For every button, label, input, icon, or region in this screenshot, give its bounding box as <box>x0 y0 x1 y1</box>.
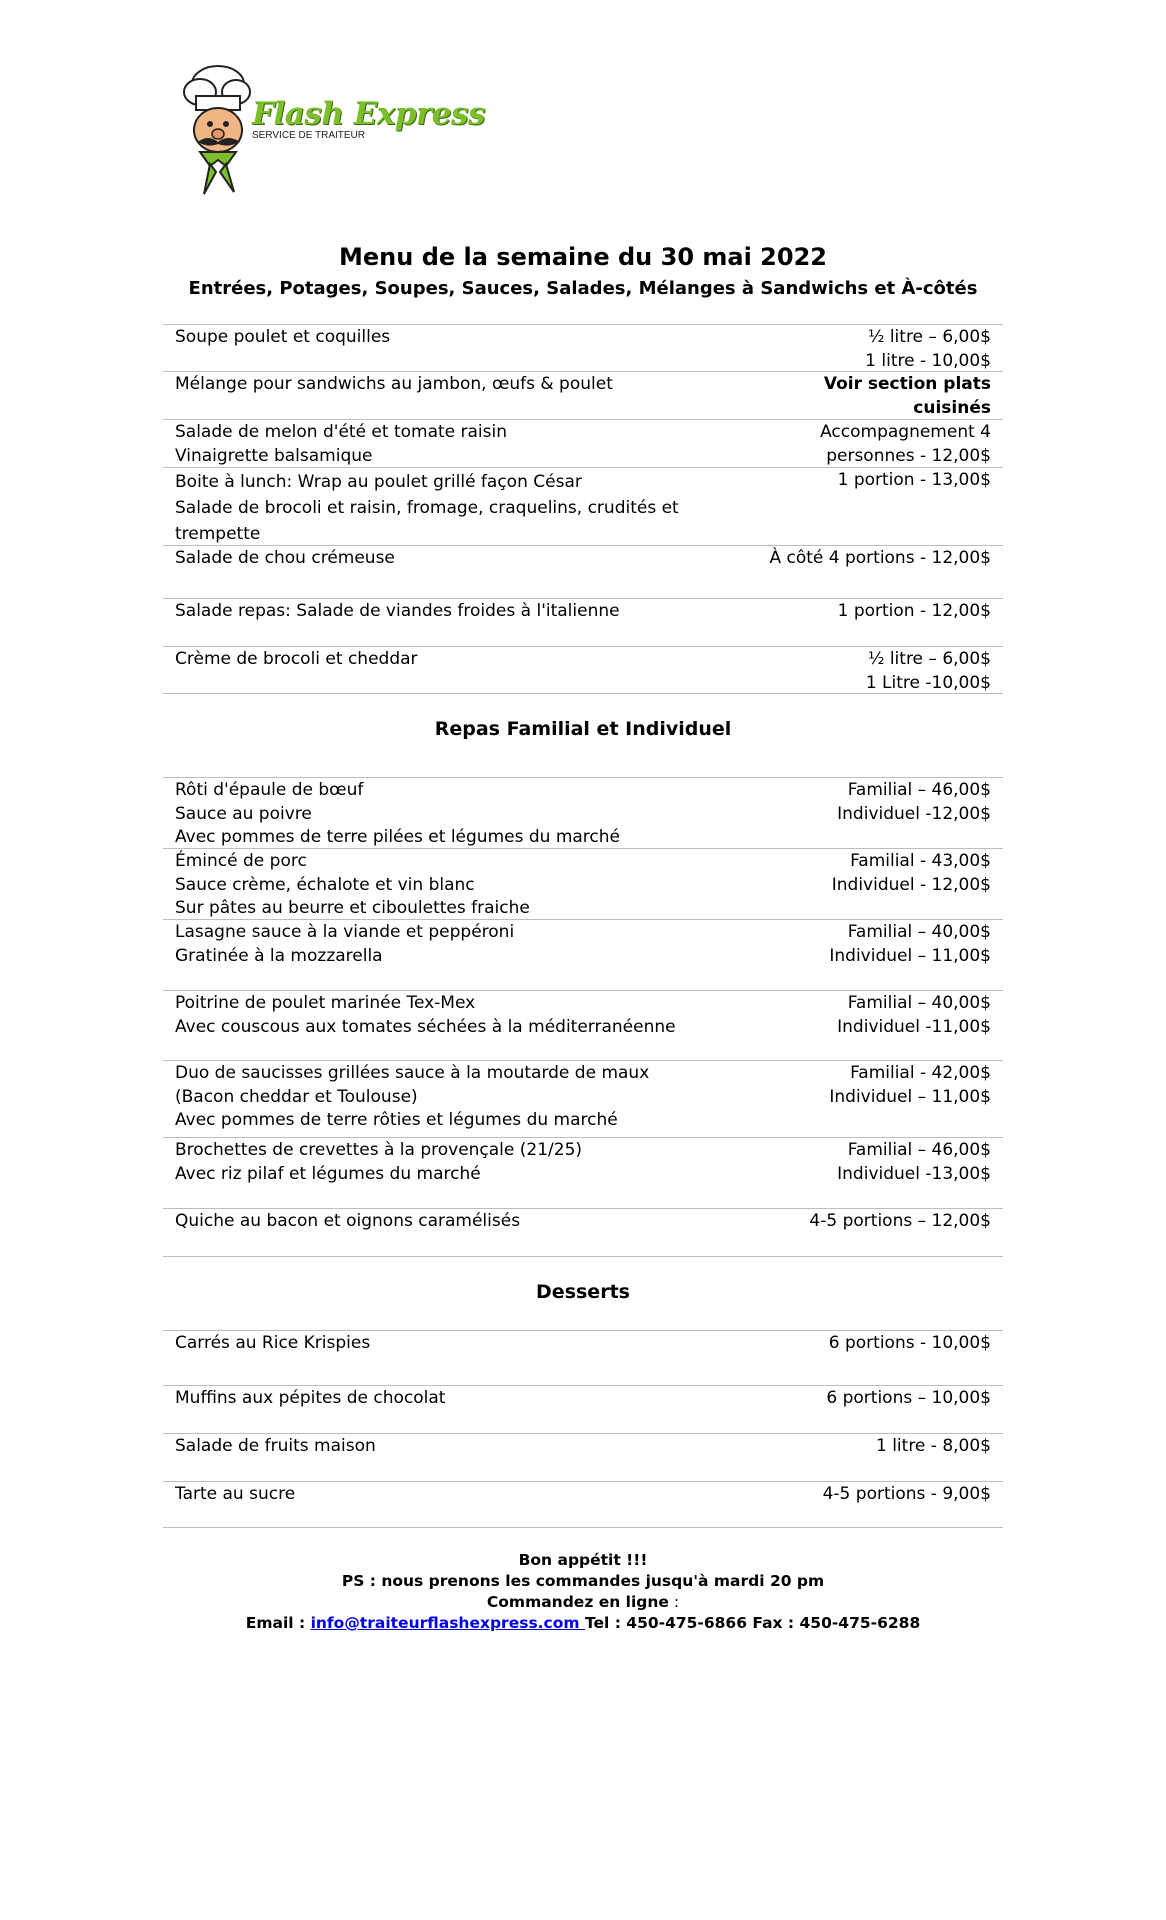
menu-item-line: Salade repas: Salade de viandes froides à l'italienne <box>175 601 620 621</box>
phone-fax: Tel : 450-475-6866 Fax : 450-475-6288 <box>584 1614 921 1632</box>
section-repas-title: Repas Familial et Individuel <box>434 718 732 740</box>
menu-item-price <box>866 648 991 695</box>
price-line: ½ litre – 6,00$ <box>867 649 991 669</box>
menu-item-price <box>824 373 991 420</box>
menu-item-line: Émincé de porc <box>175 851 307 871</box>
brand-block <box>252 96 485 141</box>
footer-contact <box>0 1613 1166 1634</box>
price-line: 1 litre - 8,00$ <box>875 1436 991 1456</box>
menu-item-line: Sur pâtes au beurre et ciboulettes fraiche <box>175 898 530 918</box>
menu-item-line: Poitrine de poulet marinée Tex-Mex <box>175 993 476 1013</box>
footer-note: PS : nous prenons les commandes jusqu'à mardi 20 pm <box>341 1572 825 1590</box>
menu-row <box>163 919 1003 990</box>
menu-item-price <box>838 600 991 624</box>
menu-item-description <box>175 921 514 968</box>
price-line: 6 portions - 10,00$ <box>828 1333 991 1353</box>
footer-order-online <box>0 1592 1166 1613</box>
menu-item-line: Mélange pour sandwichs au jambon, œufs & poulet <box>175 374 613 394</box>
price-line: 1 portion - 13,00$ <box>837 470 991 490</box>
menu-row <box>163 467 1003 545</box>
email-link[interactable]: info@traiteurflashexpress.com <box>310 1614 585 1632</box>
price-line: 4-5 portions - 9,00$ <box>822 1484 991 1504</box>
menu-row <box>163 1137 1003 1208</box>
price-line: Voir section plats <box>823 374 991 394</box>
section-desserts-title: Desserts <box>536 1281 630 1303</box>
price-line: Individuel – 11,00$ <box>829 945 991 966</box>
menu-item-price <box>826 1387 991 1411</box>
menu-item-description <box>175 469 679 547</box>
menu-item-description <box>175 1062 649 1133</box>
menu-row <box>163 545 1003 598</box>
menu-item-line: Avec pommes de terre rôties et légumes du marché <box>175 1110 618 1130</box>
menu-row <box>163 646 1003 694</box>
menu-row <box>163 848 1003 919</box>
menu-item-line: Avec pommes de terre pilées et légumes du marché <box>175 827 620 847</box>
menu-item-description <box>175 779 620 850</box>
menu-item-description <box>175 1387 445 1411</box>
menu-row <box>163 1208 1003 1257</box>
menu-item-price <box>865 326 991 373</box>
menu-item-description <box>175 326 390 350</box>
page-subtitle: Entrées, Potages, Soupes, Sauces, Salades, Mélanges à Sandwichs et À-côtés <box>188 278 978 299</box>
menu-item-line: Duo de saucisses grillées sauce à la moutarde de maux <box>175 1063 650 1083</box>
menu-item-description <box>175 850 530 921</box>
menu-item-description <box>175 1139 582 1186</box>
menu-item-price <box>838 469 991 493</box>
price-line: ½ litre – 6,00$ <box>867 327 991 347</box>
price-line: Familial - 42,00$ <box>850 1063 991 1083</box>
price-line: 1 litre - 10,00$ <box>865 350 991 371</box>
menu-item-description <box>175 547 395 571</box>
order-online-label: Commandez en ligne <box>486 1593 669 1611</box>
price-line: À côté 4 portions - 12,00$ <box>769 548 991 568</box>
menu-row <box>163 371 1003 419</box>
menu-item-price <box>809 1210 991 1234</box>
menu-item-line: Soupe poulet et coquilles <box>175 327 391 347</box>
menu-item-price <box>823 1483 991 1507</box>
menu-item-description <box>175 421 507 468</box>
menu-row <box>163 777 1003 848</box>
brand-tagline: SERVICE DE TRAITEUR <box>252 130 365 141</box>
price-line: 6 portions – 10,00$ <box>826 1388 991 1408</box>
price-line: Accompagnement 4 <box>820 422 991 442</box>
menu-row <box>163 1481 1003 1528</box>
price-line: Individuel - 12,00$ <box>831 874 991 895</box>
menu-item-description <box>175 1210 520 1234</box>
price-line: Familial - 43,00$ <box>850 851 991 871</box>
price-line: Individuel – 11,00$ <box>829 1086 991 1107</box>
menu-row <box>163 419 1003 467</box>
price-line: Individuel -12,00$ <box>837 803 991 824</box>
menu-item-line: Avec couscous aux tomates séchées à la méditerranéenne <box>175 1016 676 1037</box>
footer <box>0 1550 1166 1634</box>
menu-item-price <box>769 547 991 571</box>
menu-item-price <box>820 421 991 468</box>
menu-row <box>163 324 1003 371</box>
menu-item-description <box>175 600 620 624</box>
menu-item-price <box>837 779 991 826</box>
price-line: Individuel -11,00$ <box>837 1016 991 1037</box>
menu-row <box>163 1433 1003 1481</box>
menu-item-price <box>876 1435 991 1459</box>
menu-item-price <box>837 992 991 1039</box>
menu-item-description <box>175 1435 376 1459</box>
menu-row <box>163 1385 1003 1433</box>
menu-row <box>163 990 1003 1060</box>
email-label: Email : <box>245 1614 311 1632</box>
price-line: 1 portion - 12,00$ <box>837 601 991 621</box>
menu-item-description <box>175 1483 295 1507</box>
price-line: Familial – 40,00$ <box>847 993 991 1013</box>
page-title: Menu de la semaine du 30 mai 2022 <box>339 243 827 271</box>
order-online-colon: : <box>668 1593 680 1611</box>
brand-name: Flash Express <box>252 96 485 132</box>
price-line: Familial – 46,00$ <box>847 1140 991 1160</box>
menu-row <box>163 598 1003 646</box>
menu-item-line: Muffins aux pépites de chocolat <box>175 1388 446 1408</box>
footer-greeting: Bon appétit !!! <box>518 1551 648 1569</box>
price-line: personnes - 12,00$ <box>826 445 991 466</box>
menu-item-description <box>175 373 613 397</box>
menu-item-line: trempette <box>175 524 261 544</box>
menu-item-line: Boite à lunch: Wrap au poulet grillé façon César <box>175 472 582 492</box>
menu-item-price <box>829 1062 991 1109</box>
menu-item-line: Tarte au sucre <box>175 1484 296 1504</box>
menu-item-line: Brochettes de crevettes à la provençale (21/25) <box>175 1140 583 1160</box>
price-line: Familial – 40,00$ <box>847 922 991 942</box>
menu-item-description <box>175 1332 370 1356</box>
menu-item-line: Crème de brocoli et cheddar <box>175 649 418 669</box>
menu-item-price <box>837 1139 991 1186</box>
menu-item-line: Salade de melon d'été et tomate raisin <box>175 422 508 442</box>
menu-item-description <box>175 648 418 672</box>
menu-item-line: Sauce au poivre <box>175 803 312 824</box>
menu-item-line: Salade de fruits maison <box>175 1436 376 1456</box>
menu-item-price <box>829 921 991 968</box>
menu-item-line: Sauce crème, échalote et vin blanc <box>175 874 475 895</box>
menu-item-line: Salade de chou crémeuse <box>175 548 395 568</box>
menu-item-description <box>175 992 676 1039</box>
menu-item-line: Quiche au bacon et oignons caramélisés <box>175 1211 521 1231</box>
menu-item-line: Vinaigrette balsamique <box>175 445 373 466</box>
menu-item-line: Rôti d'épaule de bœuf <box>175 780 364 800</box>
menu-item-price <box>829 1332 991 1356</box>
menu-item-line: Lasagne sauce à la viande et peppéroni <box>175 922 515 942</box>
menu-item-line: Salade de brocoli et raisin, fromage, craquelins, crudités et <box>175 498 679 518</box>
price-line: Familial – 46,00$ <box>847 780 991 800</box>
menu-item-line: Carrés au Rice Krispies <box>175 1333 371 1353</box>
menu-item-price <box>832 850 991 897</box>
menu-item-line: Gratinée à la mozzarella <box>175 945 383 966</box>
menu-item-line: Avec riz pilaf et légumes du marché <box>175 1163 481 1184</box>
price-line: 4-5 portions – 12,00$ <box>809 1211 991 1231</box>
menu-item-line: (Bacon cheddar et Toulouse) <box>175 1086 418 1107</box>
menu-row <box>163 1330 1003 1385</box>
menu-row <box>163 1060 1003 1137</box>
price-line: cuisinés <box>913 397 991 418</box>
price-line: 1 Litre -10,00$ <box>865 672 991 693</box>
price-line: Individuel -13,00$ <box>837 1163 991 1184</box>
